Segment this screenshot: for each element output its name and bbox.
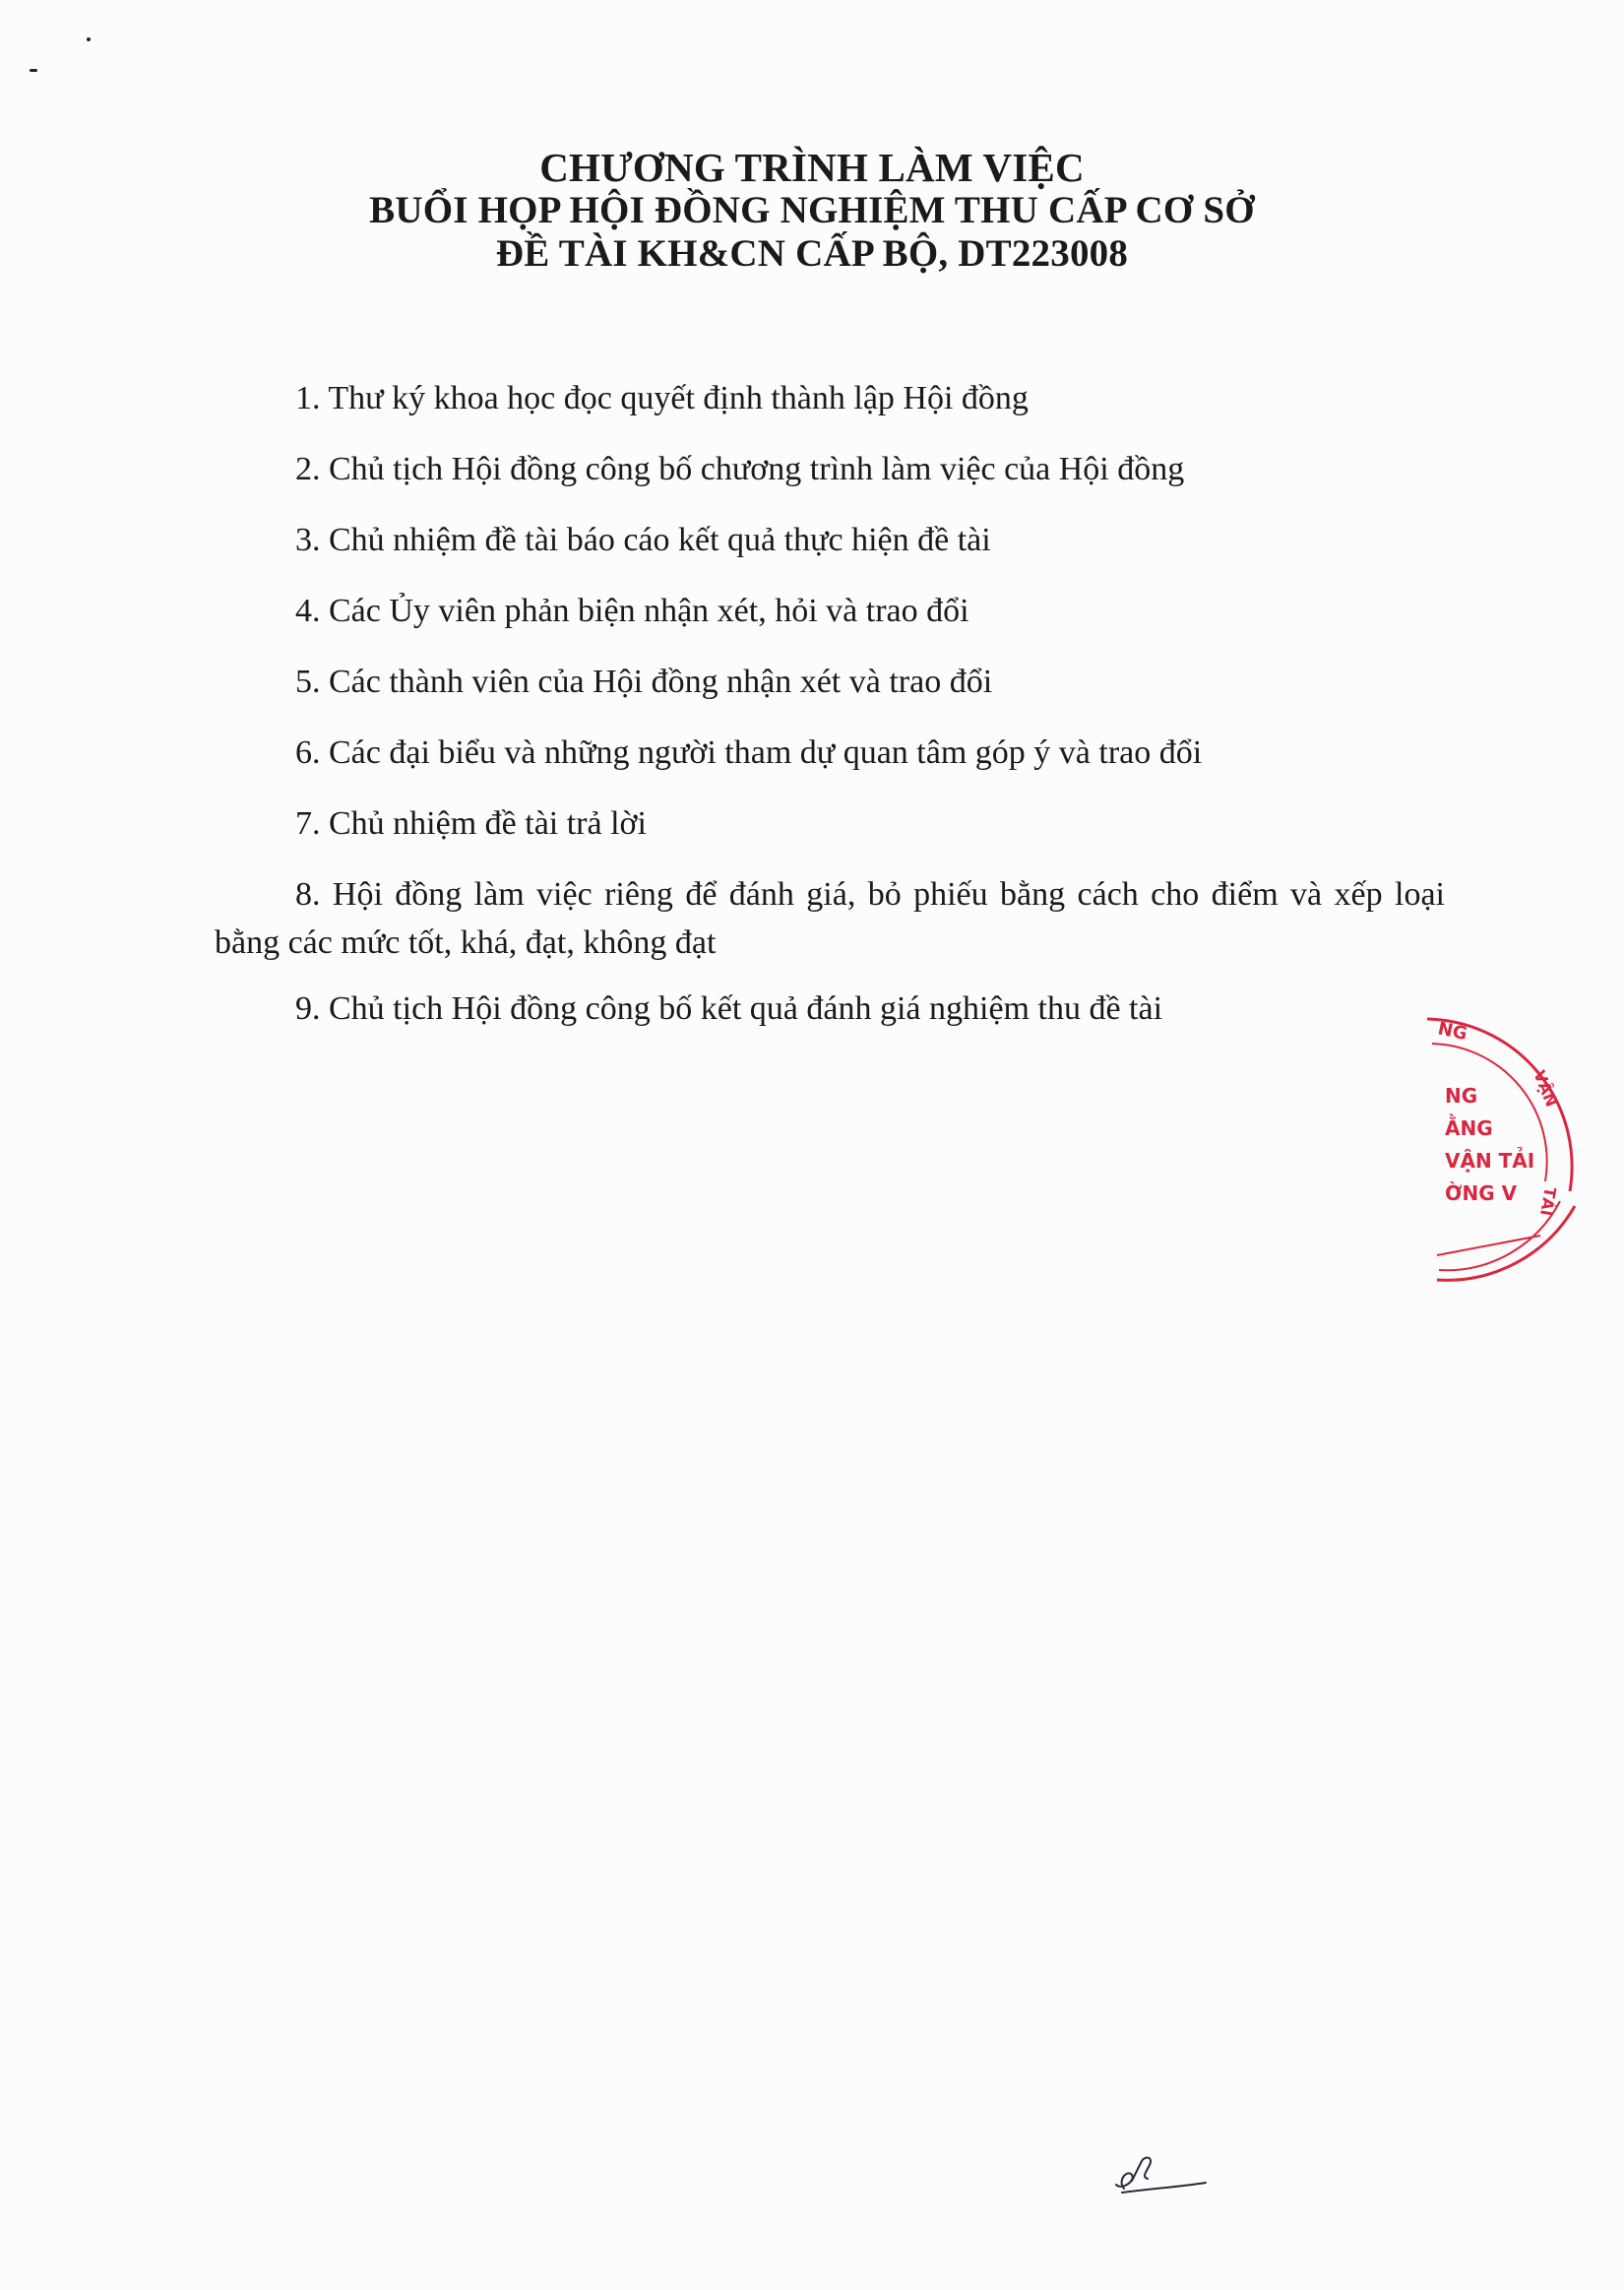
official-seal-icon xyxy=(1358,985,1624,1300)
scan-speck xyxy=(30,69,37,72)
stamp-text: ẰNG xyxy=(1445,1116,1493,1140)
agenda-item: 6. Các đại biểu và những người tham dự quan tâm góp ý và trao đổi xyxy=(295,734,1203,771)
stamp-text: ỜNG V xyxy=(1445,1181,1518,1205)
title-line-1: CHƯƠNG TRÌNH LÀM VIỆC xyxy=(539,145,1085,190)
document-title xyxy=(0,146,1624,276)
title-line-2: BUỔI HỌP HỘI ĐỒNG NGHIỆM THU CẤP CƠ SỞ xyxy=(369,189,1255,231)
stamp-text: NG xyxy=(1435,1018,1469,1046)
agenda-item: 8. Hội đồng làm việc riêng để đánh giá, bỏ phiếu bằng cách cho điểm và xếp loại bằng các mức tốt, khá, đạt, không đạt xyxy=(215,876,1445,961)
agenda-item: 3. Chủ nhiệm đề tài báo cáo kết quả thực hiện đề tài xyxy=(295,522,991,558)
agenda-item: 9. Chủ tịch Hội đồng công bố kết quả đánh giá nghiệm thu đề tài xyxy=(295,990,1163,1027)
scan-speck xyxy=(87,37,91,41)
agenda-item: 7. Chủ nhiệm đề tài trả lời xyxy=(295,805,647,842)
signature-icon xyxy=(1102,2151,1211,2200)
stamp-text: VẬN xyxy=(1530,1067,1562,1110)
stamp-text: VẬN TẢI xyxy=(1445,1149,1535,1173)
agenda-item: 5. Các thành viên của Hội đồng nhận xét và trao đổi xyxy=(295,664,993,700)
stamp-text: NG xyxy=(1445,1084,1478,1108)
agenda-list xyxy=(215,374,1445,1055)
agenda-item: 4. Các Ủy viên phản biện nhận xét, hỏi và trao đổi xyxy=(295,593,969,629)
title-line-3: ĐỀ TÀI KH&CN CẤP BỘ, DT223008 xyxy=(495,232,1129,275)
agenda-item: 1. Thư ký khoa học đọc quyết định thành lập Hội đồng xyxy=(295,380,1029,416)
agenda-item: 2. Chủ tịch Hội đồng công bố chương trình làm việc của Hội đồng xyxy=(295,451,1185,487)
stamp-text: TẢI xyxy=(1535,1185,1560,1218)
